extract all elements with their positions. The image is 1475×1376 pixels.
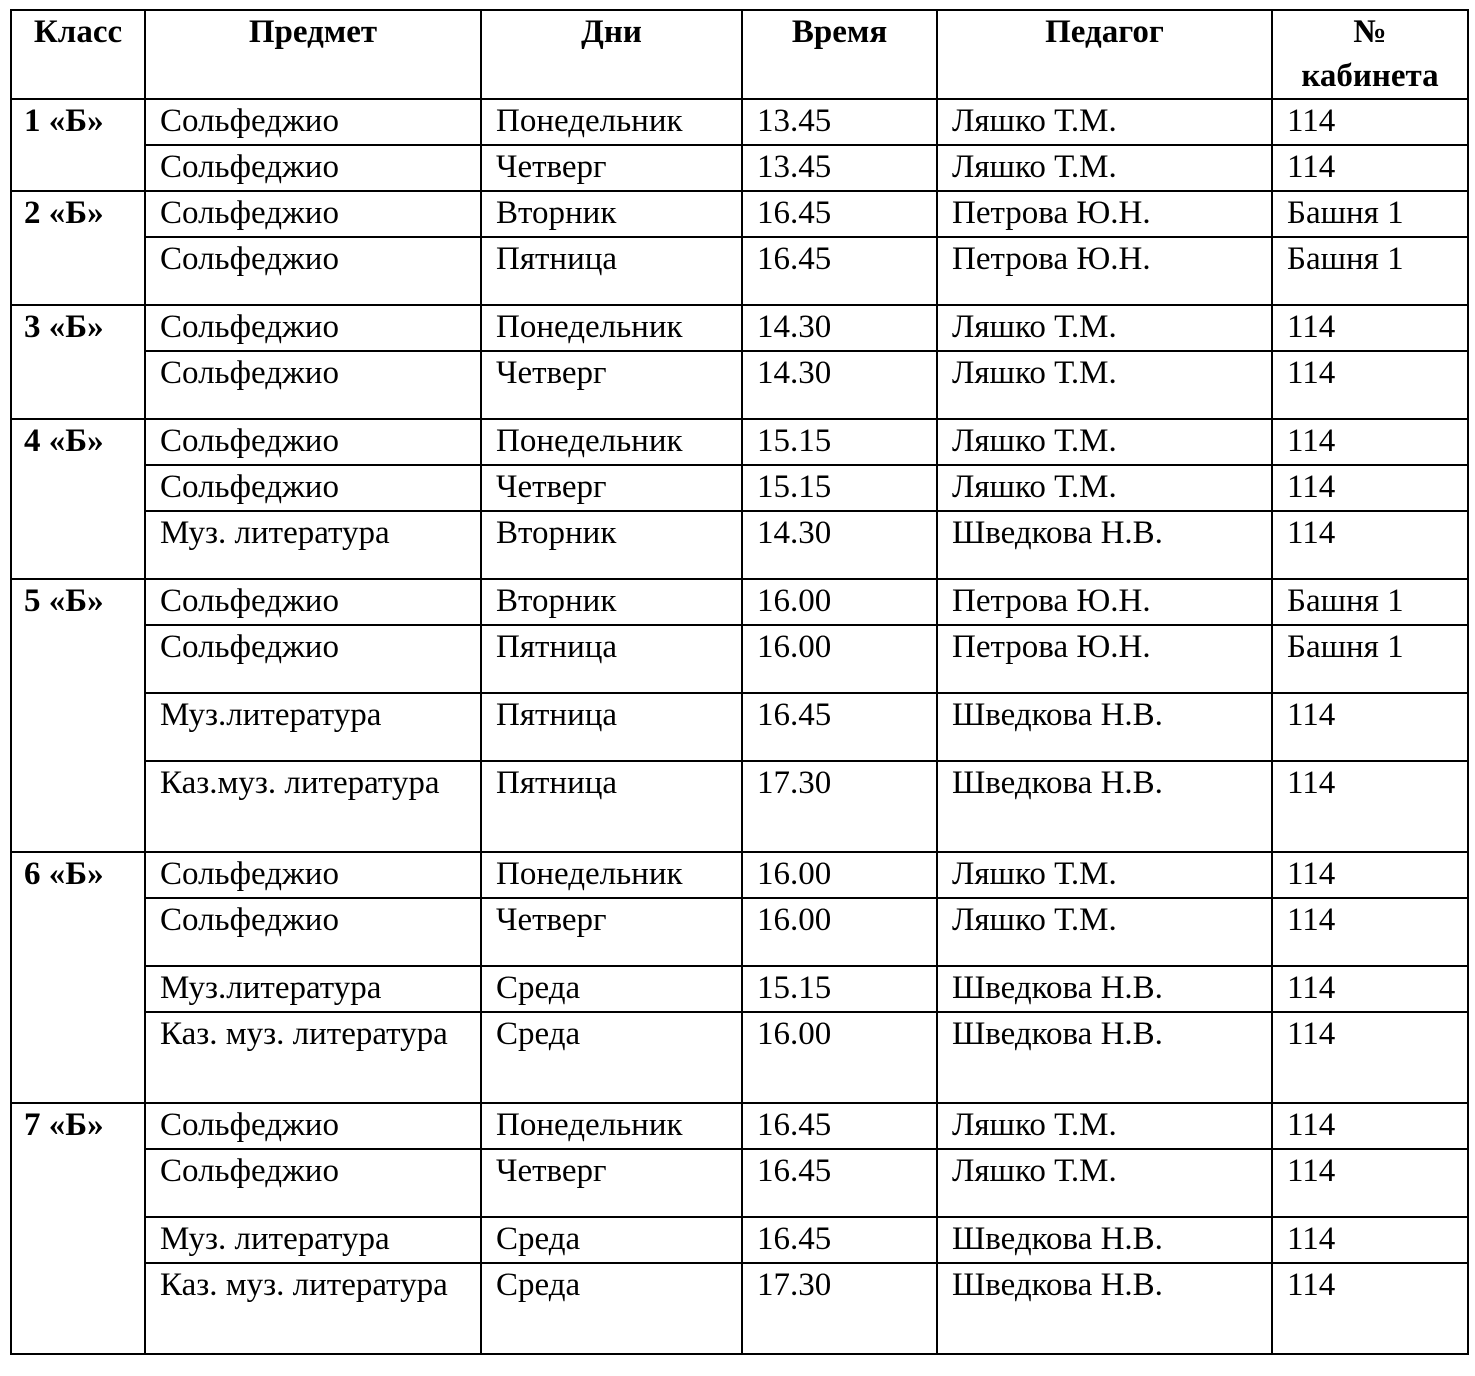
time-cell: 16.45 (742, 1103, 937, 1149)
room-cell: 114 (1272, 852, 1468, 898)
time-cell: 15.15 (742, 465, 937, 511)
teacher-cell: Ляшко Т.М. (937, 1103, 1272, 1149)
room-cell: Башня 1 (1272, 625, 1468, 693)
subject-cell: Сольфеджио (145, 1103, 481, 1149)
table-row (11, 1263, 1468, 1354)
teacher-cell: Шведкова Н.В. (937, 966, 1272, 1012)
day-cell: Вторник (481, 191, 742, 237)
teacher-cell: Шведкова Н.В. (937, 1263, 1272, 1354)
time-cell: 16.45 (742, 693, 937, 761)
subject-cell: Сольфеджио (145, 579, 481, 625)
class-cell: 4 «Б» (11, 419, 145, 579)
time-cell: 16.00 (742, 625, 937, 693)
teacher-cell: Шведкова Н.В. (937, 693, 1272, 761)
table-row (11, 305, 1468, 351)
header-room (1272, 10, 1468, 99)
class-cell: 2 «Б» (11, 191, 145, 305)
time-cell: 16.45 (742, 1217, 937, 1263)
subject-cell: Муз. литература (145, 1217, 481, 1263)
day-cell: Четверг (481, 351, 742, 419)
teacher-cell: Ляшко Т.М. (937, 99, 1272, 145)
table-row (11, 351, 1468, 419)
subject-cell: Сольфеджио (145, 351, 481, 419)
time-cell: 14.30 (742, 511, 937, 579)
teacher-cell: Ляшко Т.М. (937, 852, 1272, 898)
day-cell: Среда (481, 1217, 742, 1263)
teacher-cell: Шведкова Н.В. (937, 1217, 1272, 1263)
teacher-cell: Шведкова Н.В. (937, 511, 1272, 579)
subject-cell: Сольфеджио (145, 145, 481, 191)
subject-cell: Каз. муз. литература (145, 1263, 481, 1354)
time-cell: 16.45 (742, 237, 937, 305)
teacher-cell: Петрова Ю.Н. (937, 579, 1272, 625)
day-cell: Среда (481, 1263, 742, 1354)
day-cell: Четверг (481, 145, 742, 191)
header-teacher: Педагог (937, 10, 1272, 99)
subject-cell: Сольфеджио (145, 852, 481, 898)
header-days: Дни (481, 10, 742, 99)
header-row (11, 10, 1468, 99)
table-row (11, 966, 1468, 1012)
day-cell: Пятница (481, 761, 742, 852)
teacher-cell: Шведкова Н.В. (937, 761, 1272, 852)
subject-cell: Муз. литература (145, 511, 481, 579)
teacher-cell: Ляшко Т.М. (937, 419, 1272, 465)
day-cell: Понедельник (481, 99, 742, 145)
teacher-cell: Ляшко Т.М. (937, 1149, 1272, 1217)
day-cell: Вторник (481, 579, 742, 625)
room-cell: Башня 1 (1272, 579, 1468, 625)
room-cell: 114 (1272, 351, 1468, 419)
day-cell: Пятница (481, 693, 742, 761)
table-row (11, 1012, 1468, 1103)
time-cell: 16.45 (742, 1149, 937, 1217)
subject-cell: Сольфеджио (145, 1149, 481, 1217)
table-row (11, 1103, 1468, 1149)
room-cell: 114 (1272, 419, 1468, 465)
teacher-cell: Петрова Ю.Н. (937, 625, 1272, 693)
subject-cell: Каз. муз. литература (145, 1012, 481, 1103)
subject-cell: Сольфеджио (145, 305, 481, 351)
room-cell: 114 (1272, 693, 1468, 761)
time-cell: 13.45 (742, 99, 937, 145)
schedule-table (10, 9, 1469, 1355)
time-cell: 13.45 (742, 145, 937, 191)
room-cell: 114 (1272, 1217, 1468, 1263)
table-row (11, 898, 1468, 966)
room-cell: Башня 1 (1272, 191, 1468, 237)
table-row (11, 1217, 1468, 1263)
day-cell: Вторник (481, 511, 742, 579)
table-body (11, 99, 1468, 1354)
room-cell: 114 (1272, 99, 1468, 145)
table-row (11, 237, 1468, 305)
teacher-cell: Ляшко Т.М. (937, 145, 1272, 191)
room-cell: 114 (1272, 145, 1468, 191)
room-cell: 114 (1272, 966, 1468, 1012)
table-row (11, 579, 1468, 625)
day-cell: Понедельник (481, 305, 742, 351)
room-cell: 114 (1272, 1149, 1468, 1217)
class-cell: 3 «Б» (11, 305, 145, 419)
time-cell: 17.30 (742, 761, 937, 852)
day-cell: Четверг (481, 898, 742, 966)
class-cell: 7 «Б» (11, 1103, 145, 1354)
header-time: Время (742, 10, 937, 99)
time-cell: 15.15 (742, 419, 937, 465)
day-cell: Четверг (481, 465, 742, 511)
table-row (11, 511, 1468, 579)
subject-cell: Сольфеджио (145, 465, 481, 511)
time-cell: 14.30 (742, 305, 937, 351)
table-row (11, 99, 1468, 145)
room-cell: 114 (1272, 305, 1468, 351)
day-cell: Среда (481, 966, 742, 1012)
class-cell: 6 «Б» (11, 852, 145, 1103)
time-cell: 17.30 (742, 1263, 937, 1354)
table-row (11, 625, 1468, 693)
header-class: Класс (11, 10, 145, 99)
table-row (11, 465, 1468, 511)
time-cell: 16.00 (742, 852, 937, 898)
table-header (11, 10, 1468, 99)
table-row (11, 852, 1468, 898)
time-cell: 16.00 (742, 1012, 937, 1103)
room-cell: 114 (1272, 1012, 1468, 1103)
time-cell: 16.00 (742, 898, 937, 966)
table-row (11, 693, 1468, 761)
room-cell: 114 (1272, 1263, 1468, 1354)
teacher-cell: Шведкова Н.В. (937, 1012, 1272, 1103)
room-cell: 114 (1272, 761, 1468, 852)
teacher-cell: Петрова Ю.Н. (937, 237, 1272, 305)
room-cell: 114 (1272, 1103, 1468, 1149)
table-row (11, 145, 1468, 191)
table-row (11, 761, 1468, 852)
subject-cell: Муз.литература (145, 693, 481, 761)
day-cell: Четверг (481, 1149, 742, 1217)
subject-cell: Сольфеджио (145, 99, 481, 145)
class-cell: 1 «Б» (11, 99, 145, 191)
table-row (11, 419, 1468, 465)
teacher-cell: Ляшко Т.М. (937, 465, 1272, 511)
time-cell: 14.30 (742, 351, 937, 419)
class-cell: 5 «Б» (11, 579, 145, 852)
room-cell: 114 (1272, 465, 1468, 511)
day-cell: Понедельник (481, 1103, 742, 1149)
subject-cell: Муз.литература (145, 966, 481, 1012)
time-cell: 15.15 (742, 966, 937, 1012)
room-cell: 114 (1272, 511, 1468, 579)
subject-cell: Сольфеджио (145, 625, 481, 693)
room-cell: 114 (1272, 898, 1468, 966)
time-cell: 16.00 (742, 579, 937, 625)
day-cell: Пятница (481, 237, 742, 305)
room-cell: Башня 1 (1272, 237, 1468, 305)
teacher-cell: Ляшко Т.М. (937, 351, 1272, 419)
subject-cell: Сольфеджио (145, 419, 481, 465)
teacher-cell: Петрова Ю.Н. (937, 191, 1272, 237)
subject-cell: Сольфеджио (145, 898, 481, 966)
day-cell: Пятница (481, 625, 742, 693)
table-row (11, 1149, 1468, 1217)
table-row (11, 191, 1468, 237)
time-cell: 16.45 (742, 191, 937, 237)
day-cell: Понедельник (481, 419, 742, 465)
subject-cell: Сольфеджио (145, 191, 481, 237)
teacher-cell: Ляшко Т.М. (937, 898, 1272, 966)
header-subject: Предмет (145, 10, 481, 99)
header-room-line1: № (1353, 14, 1387, 50)
day-cell: Понедельник (481, 852, 742, 898)
teacher-cell: Ляшко Т.М. (937, 305, 1272, 351)
subject-cell: Каз.муз. литература (145, 761, 481, 852)
subject-cell: Сольфеджио (145, 237, 481, 305)
header-room-line2: кабинета (1301, 57, 1439, 94)
day-cell: Среда (481, 1012, 742, 1103)
